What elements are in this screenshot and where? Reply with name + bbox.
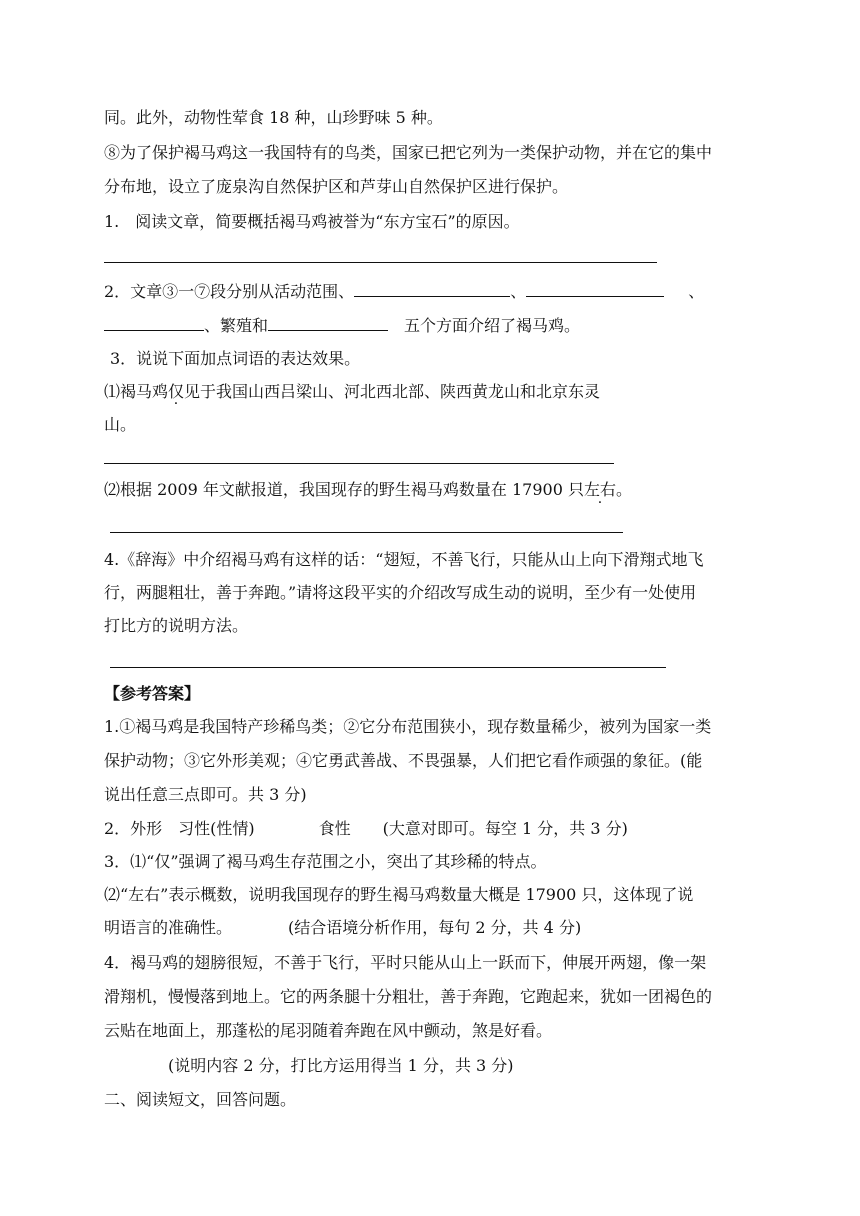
answer-2: 2．外形 习性(性情) 食性 (大意对即可。每空 1 分，共 3 分): [104, 819, 628, 838]
answer-4-line-3: 云贴在地面上，那蓬松的尾羽随着奔跑在风中颤动，煞是好看。: [104, 1021, 553, 1040]
section-2-heading: 二、阅读短文，回答问题。: [104, 1090, 297, 1109]
question-2-line-2: [104, 314, 580, 337]
question-3: 3．说说下面加点词语的表达效果。: [110, 349, 361, 368]
dotted-word-jin: 仅: [168, 382, 185, 401]
q2-mid: 、繁殖和: [204, 316, 269, 335]
answer-1-line-2: 保护动物；③它外形美观；④它勇武善战、不畏强暴，人们把它看作顽强的象征。(能: [104, 751, 703, 770]
question-1: 1. 阅读文章，简要概括褐马鸡被誉为“东方宝石”的原因。: [104, 212, 520, 231]
blank-q2-3: [104, 314, 204, 331]
q2-sep2: 、: [688, 282, 705, 301]
q2-prefix: 2．文章③一⑦段分别从活动范围、: [104, 282, 355, 301]
dotted-word-zuoyou: 左右: [583, 480, 616, 499]
question-3-1-line-1: ⑴褐马鸡仅见于我国山西吕梁山、河北西北部、陕西黄龙山和北京东灵: [104, 382, 601, 401]
answer-line-q4: [110, 667, 666, 668]
q2-suffix: 五个方面介绍了褐马鸡。: [404, 316, 581, 335]
answer-line-q3-2: [110, 532, 623, 533]
answers-header: 【参考答案】: [104, 684, 201, 703]
question-3-1-line-2: 山。: [104, 415, 137, 434]
question-4-line-3: 打比方的说明方法。: [104, 616, 249, 635]
answer-3-1: 3．⑴“仅”强调了褐马鸡生存范围之小，突出了其珍稀的特点。: [104, 852, 547, 871]
question-2-line-1: [104, 280, 704, 303]
answer-line-q3-1: [104, 463, 614, 464]
blank-q2-4: [268, 314, 388, 331]
answer-1-line-1: 1.①褐马鸡是我国特产珍稀鸟类；②它分布范围狭小，现存数量稀少，被列为国家一类: [104, 717, 712, 736]
answer-3-2-line-2: 明语言的准确性。 (结合语境分析作用，每句 2 分，共 4 分): [104, 918, 582, 937]
paragraph-8-line-1: ⑧为了保护褐马鸡这一我国特有的鸟类，国家已把它列为一类保护动物，并在它的集中: [104, 143, 713, 162]
answer-3-2-line-1: ⑵“左右”表示概数，说明我国现存的野生褐马鸡数量大概是 17900 只，这体现了说: [104, 885, 694, 904]
blank-q2-2: [526, 280, 664, 297]
paragraph-8-line-2: 分布地，设立了庞泉沟自然保护区和芦芽山自然保护区进行保护。: [104, 177, 569, 196]
q2-sep1: 、: [510, 282, 527, 301]
answer-4-note: (说明内容 2 分，打比方运用得当 1 分，共 3 分): [168, 1056, 514, 1075]
answer-1-line-3: 说出任意三点即可。共 3 分): [104, 785, 307, 804]
question-4-line-2: 行，两腿粗壮，善于奔跑。”请将这段平实的介绍改写成生动的说明，至少有一处使用: [104, 583, 697, 602]
answer-4-line-2: 滑翔机，慢慢落到地上。它的两条腿十分粗壮，善于奔跑，它跑起来，犹如一团褐色的: [104, 987, 713, 1006]
question-4-line-1: 4.《辞海》中介绍褐马鸡有这样的话：“翅短，不善飞行，只能从山上向下滑翔式地飞: [104, 550, 704, 569]
blank-q2-1: [354, 280, 510, 297]
question-3-2: ⑵根据 2009 年文献报道，我国现存的野生褐马鸡数量在 17900 只左右。: [104, 480, 632, 499]
answer-line-q1: [104, 262, 657, 263]
intro-line: 同。此外，动物性荤食 18 种，山珍野味 5 种。: [104, 108, 443, 127]
answer-4-line-1: 4．褐马鸡的翅膀很短，不善于飞行，平时只能从山上一跃而下，伸展开两翅，像一架: [104, 953, 707, 972]
